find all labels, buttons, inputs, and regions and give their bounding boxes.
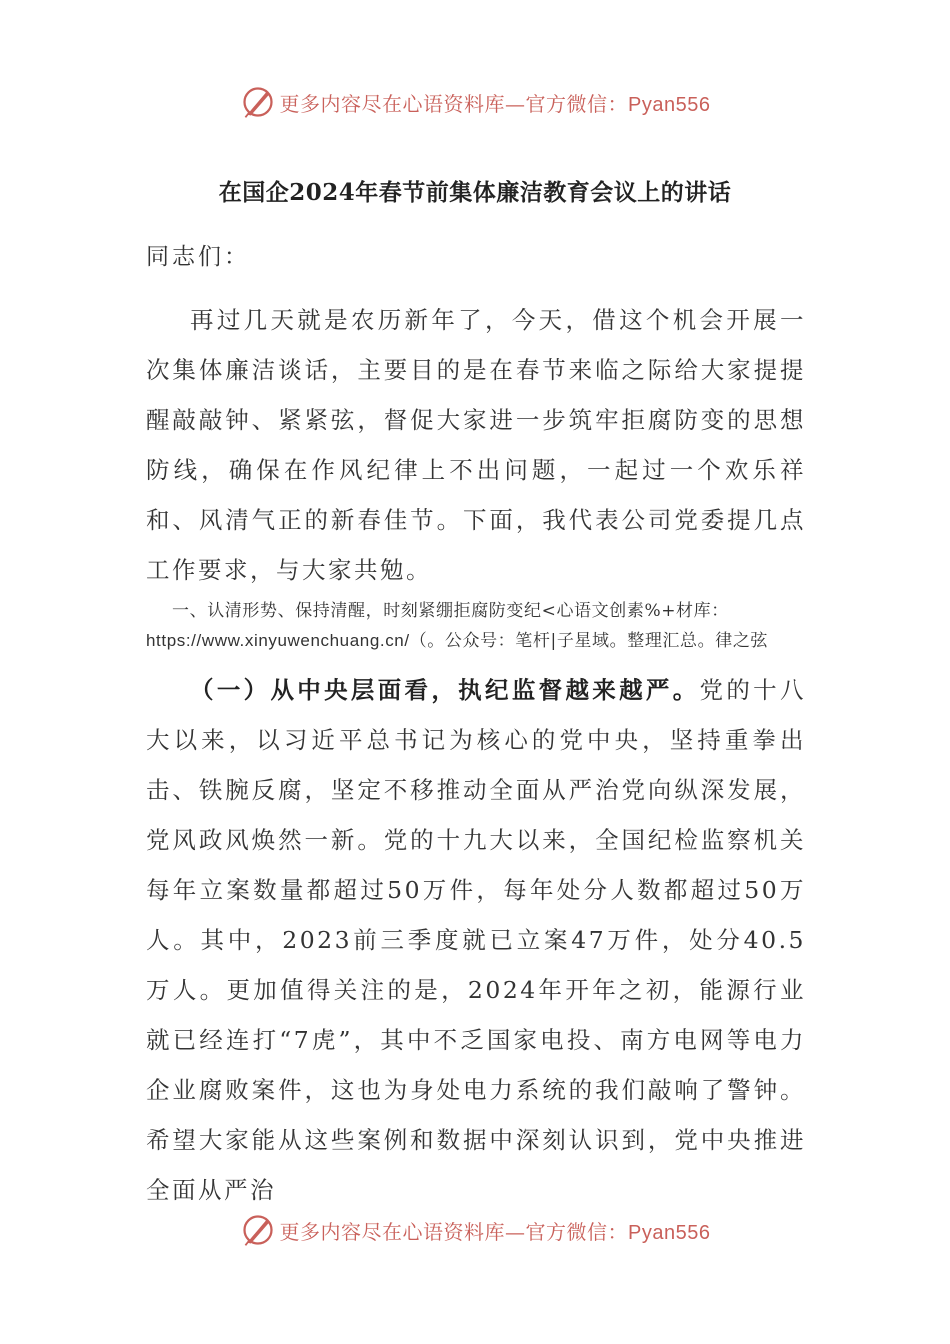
quill-pen-logo-icon: [240, 84, 276, 120]
quill-pen-logo-icon: [240, 1212, 276, 1248]
salutation: 同志们：: [146, 244, 250, 270]
section-heading: [146, 596, 806, 656]
watermark-banner-bottom: [0, 1210, 950, 1250]
section-heading-tail: （。公众号：笔杆|子星域。整理汇总。律之弦: [409, 631, 769, 651]
body-paragraph-text: 党的十八大以来，以习近平总书记为核心的党中央，坚持重拳出击、铁腕反腐，坚定不移推动全面从严治党向纵深发展，党风政风焕然一新。党的十九大以来，全国纪检监察机关每年立案数量都超过50万件，每年处分人数都超过50万人。其中，2023前三季度就已立案47万件，处分40.5万人。更加值得关注的是，2024年开年之初，能源行业就已经连打“7虎”，其中不乏国家电投、南方电网等电力企业腐败案件，这也为身处电力系统的我们敲响了警钟。希望大家能从这些案例和数据中深刻认识到，党中央推进全面从严治: [146, 676, 807, 1204]
watermark-banner-top: [0, 82, 950, 122]
intro-paragraph: 再过几天就是农历新年了，今天，借这个机会开展一次集体廉洁谈话，主要目的是在春节来临之际给大家提提醒敲敲钟、紧紧弦，督促大家进一步筑牢拒腐防变的思想防线，确保在作风纪律上不出问题，一起过一个欢乐祥和、风清气正的新春佳节。下面，我代表公司党委提几点工作要求，与大家共勉。: [146, 306, 806, 584]
subsection-heading: （一）从中央层面看，执纪监督越来越严。: [190, 676, 700, 704]
source-url: https://www.xinyuwenchuang.cn/: [146, 631, 410, 650]
watermark-text: 更多内容尽在心语资料库—官方微信：Pyan556: [279, 91, 711, 116]
body-paragraph: [146, 665, 806, 1215]
watermark-text: 更多内容尽在心语资料库—官方微信：Pyan556: [279, 1219, 711, 1244]
section-heading-lead: 一、认清形势、保持清醒，时刻紧绷拒腐防变纪<心语文创素%+材库：: [172, 601, 729, 621]
document-title: 在国企2024年春节前集体廉洁教育会议上的讲话: [218, 179, 732, 206]
